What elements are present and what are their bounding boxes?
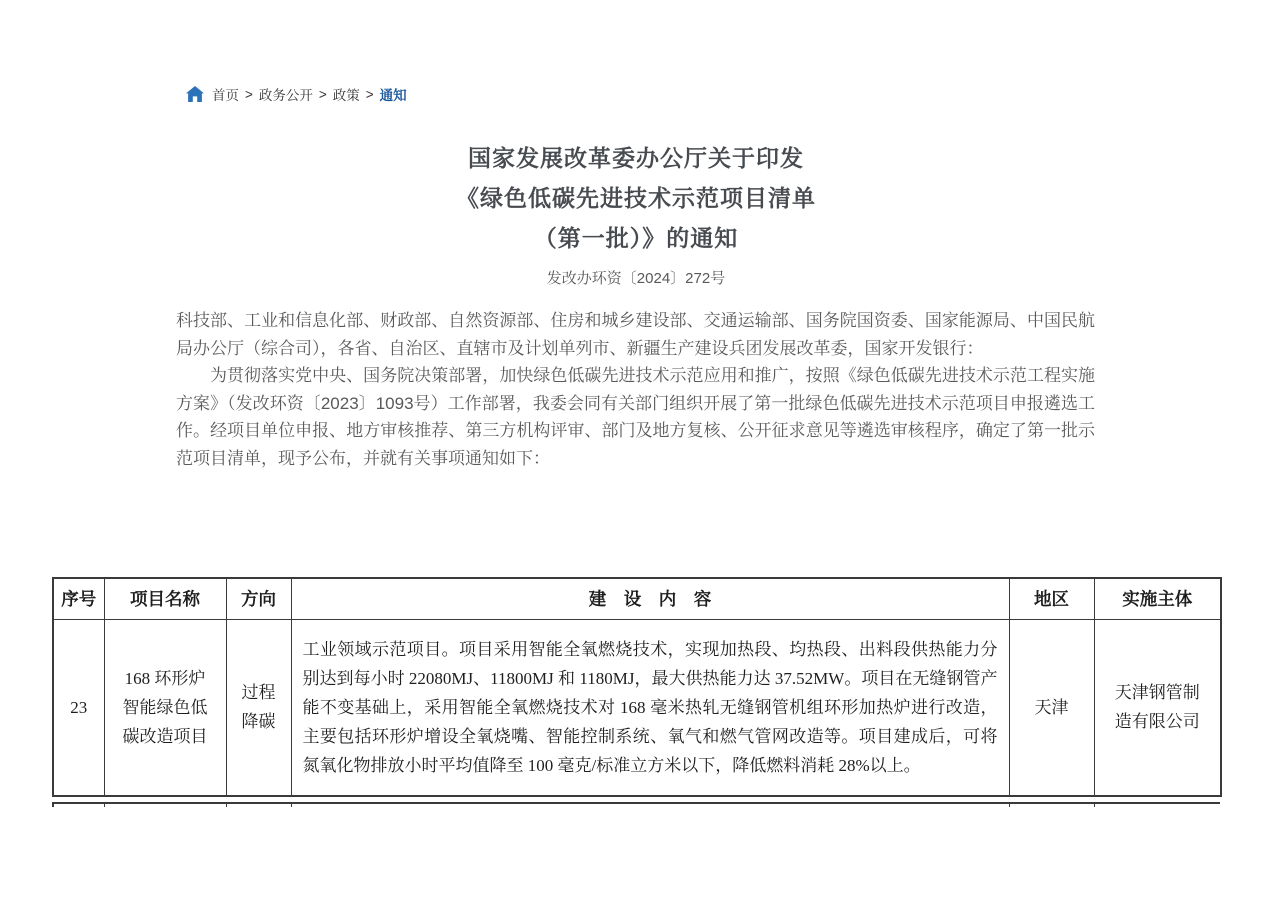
home-icon[interactable] bbox=[186, 86, 204, 102]
projects-table bbox=[52, 577, 1222, 797]
title-line-2: 《绿色低碳先进技术示范项目清单 bbox=[456, 185, 816, 211]
table-row-partial bbox=[53, 803, 1220, 807]
cell-project-name: 168 环形炉智能绿色低碳改造项目 bbox=[104, 619, 226, 796]
page-title bbox=[176, 138, 1096, 258]
table-row-23 bbox=[53, 619, 1221, 796]
body-paragraph-intro: 为贯彻落实党中央、国务院决策部署，加快绿色低碳先进技术示范应用和推广，按照《绿色低碳先进技术示范工程实施方案》（发改环资〔2023〕1093号）工作部署，我委会同有关部门组织开展了第一批绿色低碳先进技术示范项目申报遴选工作。经项目单位申报、地方审核推荐、第三方机构评审、部门及地方复核、公开征求意见等遴选审核程序，确定了第一批示范项目清单，现予公布，并就有关事项通知如下： bbox=[176, 366, 1095, 468]
col-header-region: 地区 bbox=[1009, 578, 1094, 619]
cell-entity: 天津钢管制造有限公司 bbox=[1094, 619, 1221, 796]
breadcrumb-separator: > bbox=[245, 86, 253, 102]
document-number: 发改办环资〔2024〕272号 bbox=[546, 270, 726, 287]
notice-body bbox=[176, 307, 1095, 472]
col-header-construction-content: 建 设 内 容 bbox=[291, 578, 1009, 619]
title-line-3: （第一批）》的通知 bbox=[533, 225, 739, 251]
breadcrumb-item-current-tongzhi[interactable]: 通知 bbox=[379, 88, 407, 103]
body-paragraph-recipients: 科技部、工业和信息化部、财政部、自然资源部、住房和城乡建设部、交通运输部、国务院国资委、国家能源局、中国民航局办公厅（综合司），各省、自治区、直辖市及计划单列市、新疆生产建设兵团发展改革委，国家开发银行： bbox=[176, 311, 1095, 358]
table-next-row-clipped bbox=[52, 802, 1220, 807]
title-line-1: 国家发展改革委办公厅关于印发 bbox=[468, 145, 804, 171]
table-header-row bbox=[53, 578, 1221, 619]
breadcrumb-item-zhengce[interactable]: 政策 bbox=[332, 88, 360, 103]
cell-seq: 23 bbox=[53, 619, 104, 796]
col-header-direction: 方向 bbox=[226, 578, 291, 619]
projects-table-container bbox=[52, 577, 1220, 797]
breadcrumb-separator: > bbox=[318, 86, 327, 102]
breadcrumb-separator: > bbox=[365, 86, 374, 102]
projects-table-fragment bbox=[52, 802, 1220, 807]
cell-region: 天津 bbox=[1009, 619, 1094, 796]
col-header-entity: 实施主体 bbox=[1094, 578, 1221, 619]
breadcrumb-item-home[interactable]: 首页 bbox=[212, 88, 239, 103]
cell-construction-content: 工业领域示范项目。项目采用智能全氧燃烧技术，实现加热段、均热段、出料段供热能力分别达到每小时 22080MJ、11800MJ 和 1180MJ，最大供热能力达 37.52MW。项目在无缝钢管产能不变基础上，采用智能全氧燃烧技术对 168 毫米热轧无缝钢管机组环形加热炉进行改造，主要包括环形炉增设全氧烧嘴、智能控制系统、氧气和燃气管网改造等。项目建成后，可将氮氧化物排放小时平均值降至 100 毫克/标准立方米以下，降低燃料消耗 28%以上。 bbox=[291, 619, 1009, 796]
breadcrumb-item-zhengwugongkai[interactable]: 政务公开 bbox=[258, 88, 313, 103]
col-header-seq: 序号 bbox=[53, 578, 104, 619]
col-header-project-name: 项目名称 bbox=[104, 578, 226, 619]
cell-direction: 过程降碳 bbox=[226, 619, 291, 796]
breadcrumb bbox=[186, 84, 407, 104]
